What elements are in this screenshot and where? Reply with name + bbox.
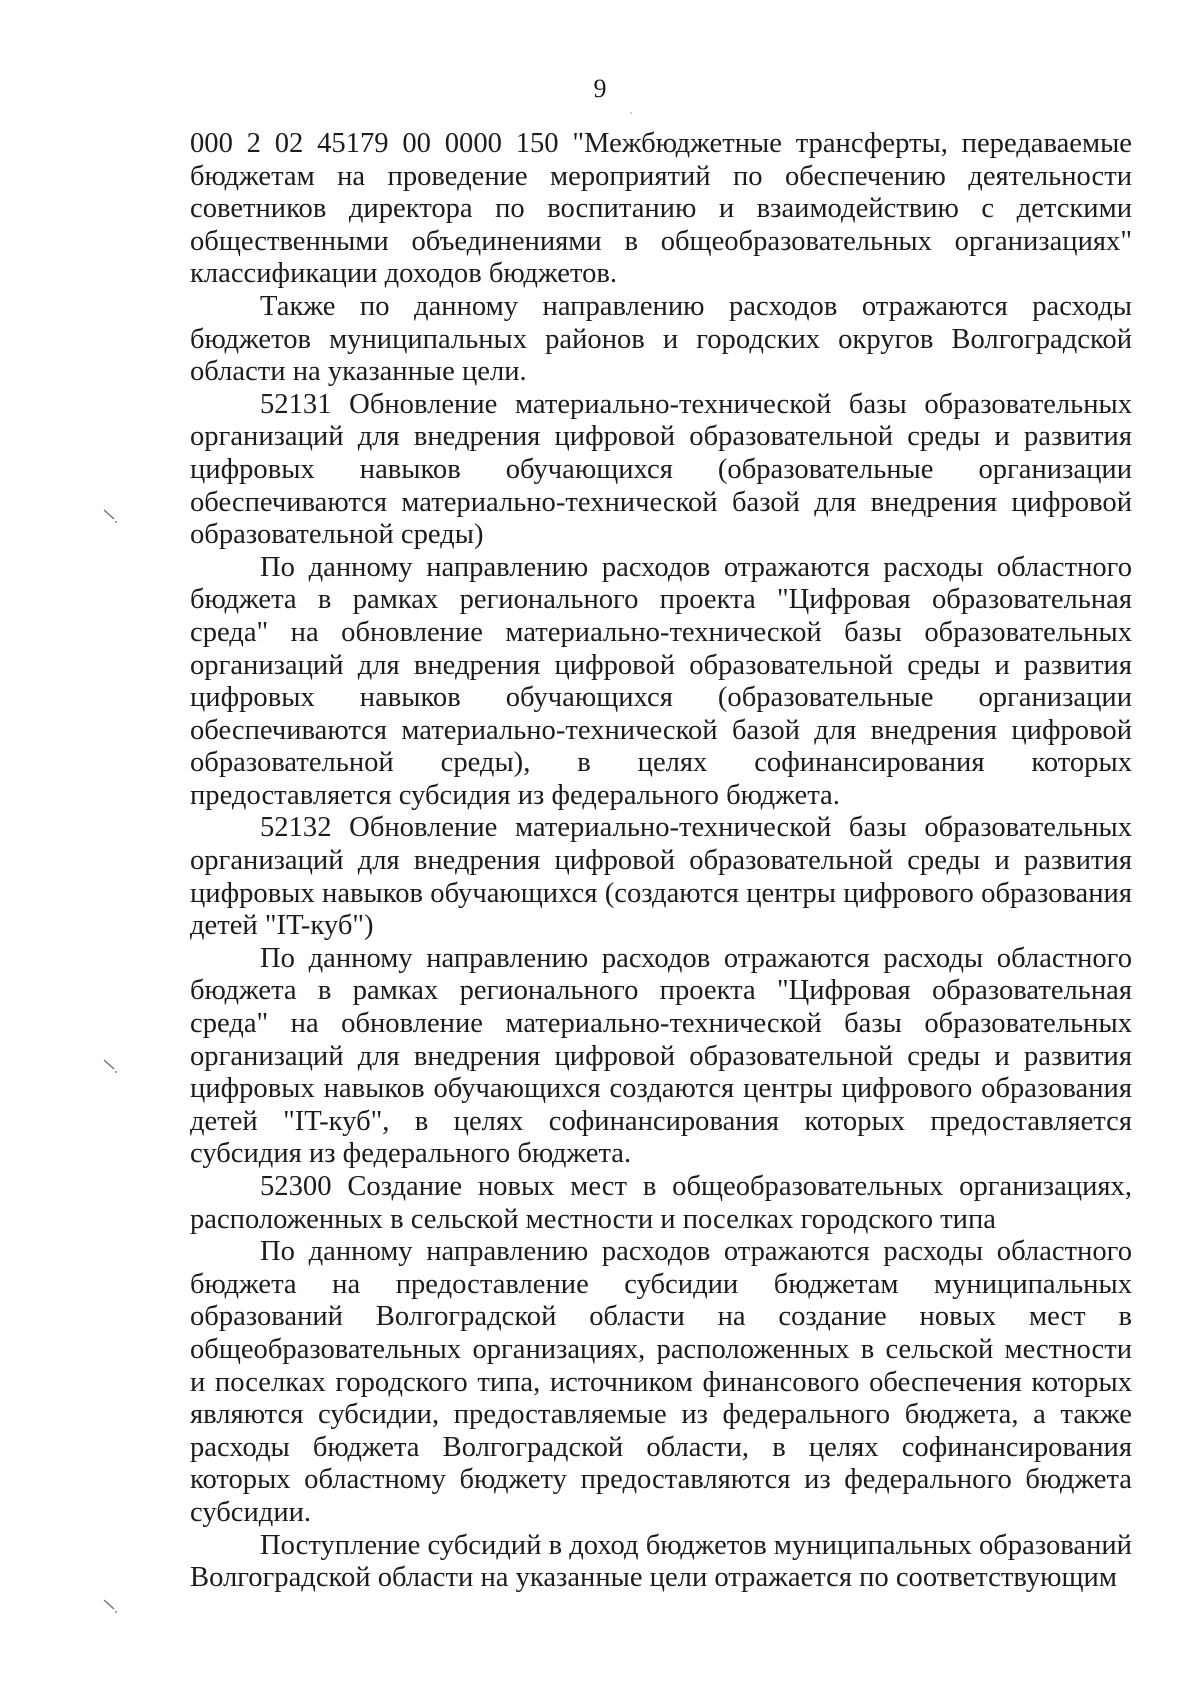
paragraph-1: 000 2 02 45179 00 0000 150 "Межбюджетные трансферты, передаваемые бюджетам на проведение мероприятий по обеспечению деятельности советников директора по воспитанию и взаимодействию с детскими общественными объединениями в общеобразовательных организациях" классификации доходов бюджетов. [190, 128, 1132, 290]
paragraph-6: По данному направлению расходов отражаются расходы областного бюджета в рамках регионального проекта "Цифровая образовательная среда" на обновление материально-технической базы образовательных организаций для внедрения цифровой образовательной среды и развития цифровых навыков обучающихся создаются центры цифрового образования детей "IT-куб", в целях софинансирования которых предоставляется субсидия из федерального бюджета. [190, 942, 1132, 1170]
scan-mark-icon [102, 508, 120, 524]
page-number: 9 [593, 74, 607, 103]
scan-mark-icon [102, 1058, 120, 1074]
paragraph-7: 52300 Создание новых мест в общеобразовательных организациях, расположенных в сельской местности и поселках городского типа [190, 1171, 1132, 1235]
paragraph-2: Также по данному направлению расходов отражаются расходы бюджетов муниципальных районов и городских округов Волгоградской области на указанные цели. [190, 290, 1132, 388]
document-body [190, 128, 1132, 1595]
paragraph-8: По данному направлению расходов отражаются расходы областного бюджета на предоставление субсидии бюджетам муниципальных образований Волгоградской области на создание новых мест в общеобразовательных организациях, расположенных в сельской местности и поселках городского типа, источником финансового обеспечения которых являются субсидии, предоставляемые из федерального бюджета, а также расходы бюджета Волгоградской области, в целях софинансирования которых областному бюджету предоставляются из федерального бюджета субсидии. [190, 1236, 1132, 1528]
paragraph-9: Поступление субсидий в доход бюджетов муниципальных образований Волгоградской области на указанные цели отражается по соответствующим [190, 1529, 1132, 1594]
paragraph-4: По данному направлению расходов отражаются расходы областного бюджета в рамках регионального проекта "Цифровая образовательная среда" на обновление материально-технической базы образовательных организаций для внедрения цифровой образовательной среды и развития цифровых навыков обучающихся (образовательные организации обеспечиваются материально-технической базой для внедрения цифровой образовательной среды), в целях софинансирования которых предоставляется субсидия из федерального бюджета. [190, 551, 1132, 811]
paragraph-3: 52131 Обновление материально-технической базы образовательных организаций для внедрения цифровой образовательной среды и развития цифровых навыков обучающихся (образовательные организации обеспечиваются материально-технической базой для внедрения цифровой образовательной среды) [190, 388, 1132, 551]
scan-speck [630, 112, 632, 114]
scan-mark-icon [102, 1598, 120, 1614]
paragraph-5: 52132 Обновление материально-технической базы образовательных организаций для внедрения цифровой образовательной среды и развития цифровых навыков обучающихся (создаются центры цифрового образования детей "IT-куб") [190, 812, 1132, 942]
